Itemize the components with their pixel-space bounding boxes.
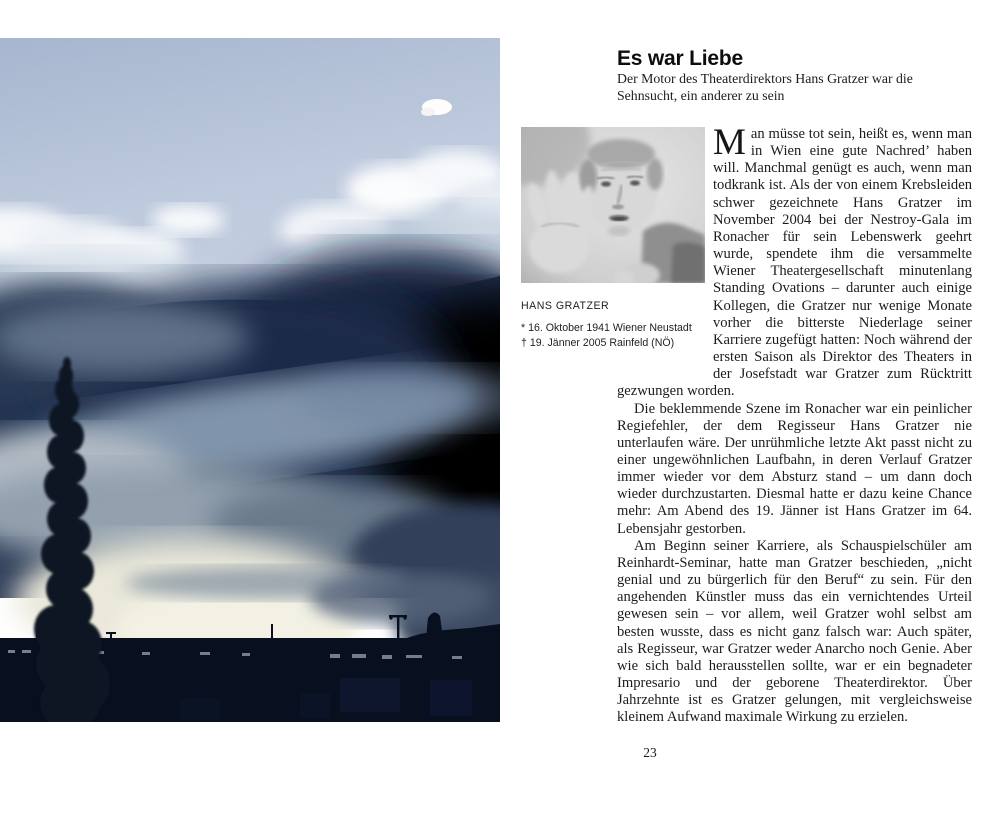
portrait-caption-name: HANS GRATZER [521,300,610,312]
page-number: 23 [643,745,657,760]
article-paragraph-2: Die beklemmende Szene im Ronacher war ein peinlicher Regiefehler, der dem Regisseur Hans Gratzer nie unterlaufen wäre. Der unrühmliche letzte Akt passt nicht zu einer ungewöhnlichen Laufbahn, in deren Verlauf Gratzer immer wieder vor dem Absturz stand – um dann doch wieder durchzustarten. Diesmal hatte er dazu keine Chance mehr: Am Abend des 19. Jänner ist Hans Gratzer im 64. Lebensjahr gestorben. [617,400,972,537]
drop-cap: M [713,122,746,163]
portrait-caption-death: † 19. Jänner 2005 Rainfeld (NÖ) [521,337,675,349]
article-body [617,122,972,726]
portrait-wrap-spacer [617,126,713,367]
article-paragraph-1-text: an müsse tot sein, heißt es, wenn man in Wien eine gute Nachred’ haben will. Manchmal genügt es auch, wenn man todkrank ist. Als der von einem Krebsleiden schwer gezeichnete Hans Gratzer im November 2004 bei der Nestroy-Gala im Ronacher für sein Lebenswerk geehrt wurde, spendete ihm die versammelte Wiener Theatergesellschaft minutenlang Standing Ovations – darunter auch einige Kollegen, die Gratzer nur wenige Monate vorher die bitterste Niederlage seiner Karriere zugefügt hatten: Noch während der ersten Saison als Direktor des Theaters in der Josefstadt war Gratzer zum Rücktritt gezwungen worden. [617,126,972,400]
portrait-caption-birth: * 16. Oktober 1941 Wiener Neustadt [521,322,692,334]
article-title: Es war Liebe [617,47,743,71]
article-paragraph-3: Am Beginn seiner Karriere, als Schauspielschüler am Reinhardt-Seminar, hatte man Gratzer beschieden, „nicht genial und zu bürgerlich für den Beruf“ zu sein. Für den angehenden Künstler muss das ein vernichtendes Urteil gewesen sein – vor allem, weil Gratzer wohl selbst am besten wusste, dass es nicht ganz falsch war: Auch später, als Regisseur, war Gratzer weder Anarcho noch Genie. Aber wie sich bald herausstellen sollte, war er ein begnadeter Impresario und der geborene Theaterdirektor. Über Jahrzehnte ist es Gratzer gelungen, mit vergleichsweise kleinem Aufwand maximale Wirkung zu erzielen. [617,537,972,726]
article-standfirst: Der Motor des Theaterdirektors Hans Gratzer war die Sehnsucht, ein anderer zu sein [617,71,913,103]
cloud-landscape-photo [0,38,500,722]
